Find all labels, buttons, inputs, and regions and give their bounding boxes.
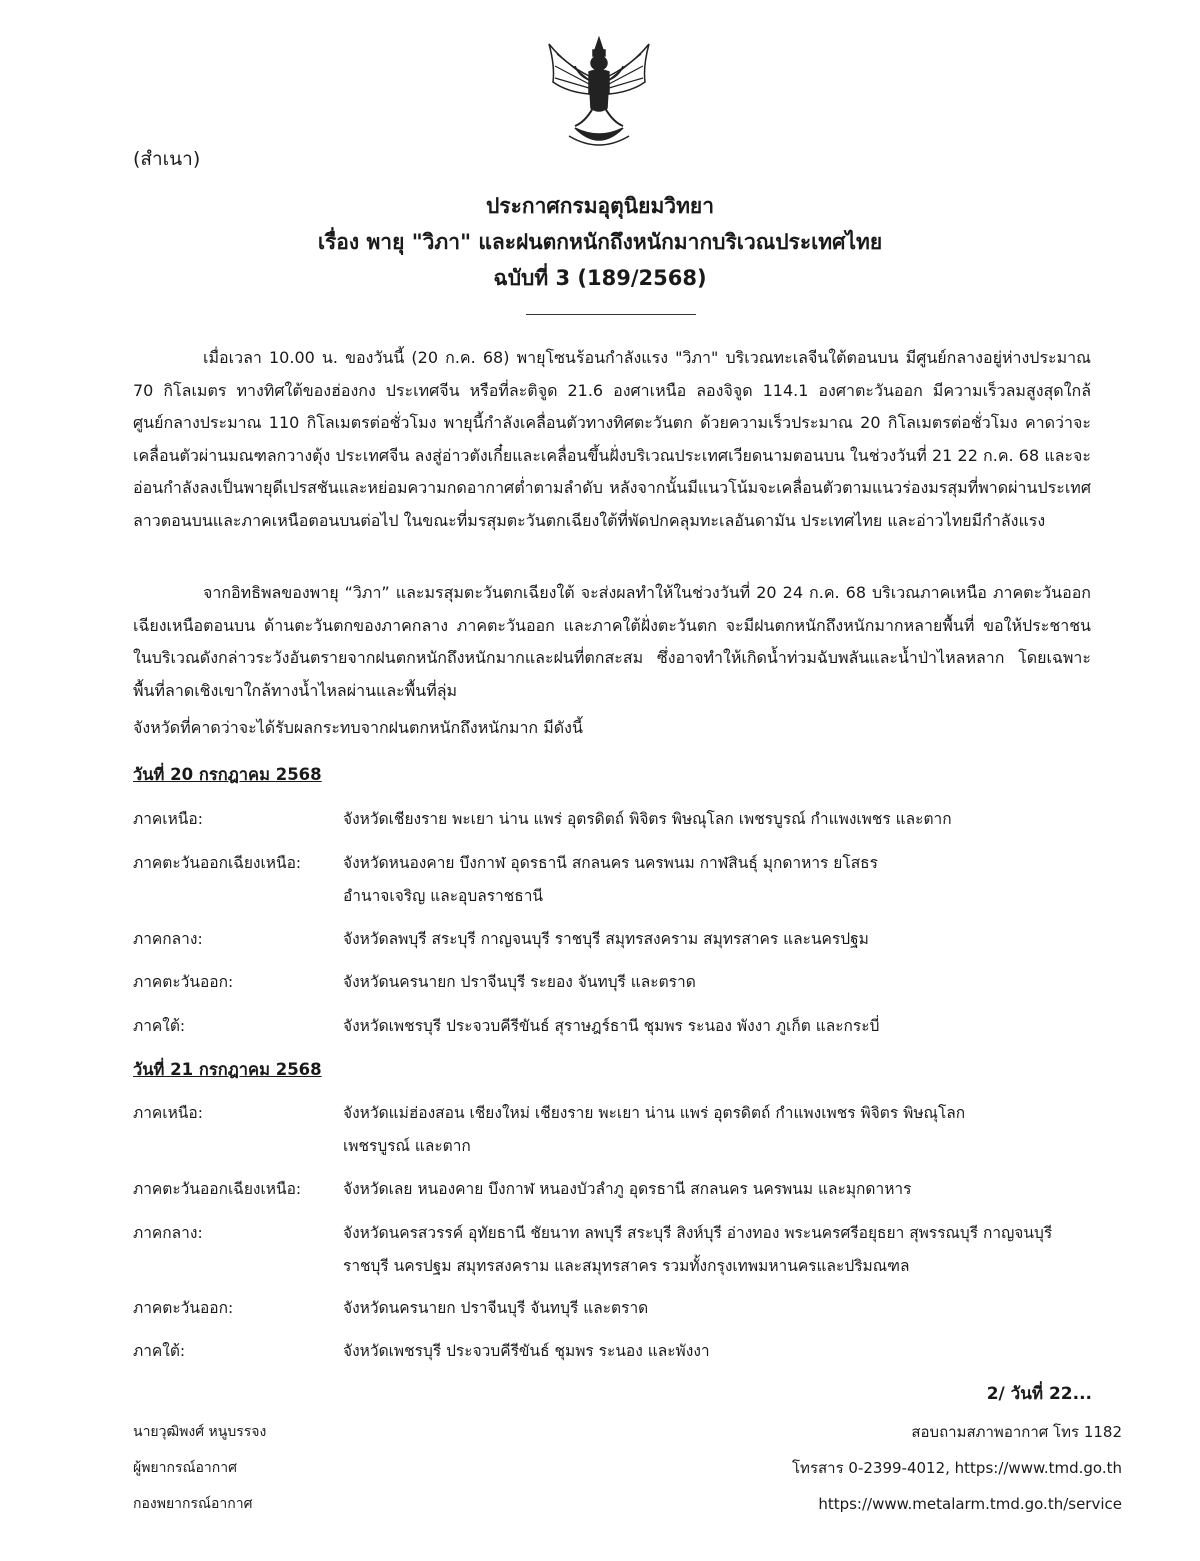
paragraph-rain-warning: จากอิทธิพลของพายุ “วิภา” และมรสุมตะวันตกเฉียงใต้ จะส่งผลทำให้ในช่วงวันที่ 20 24 ก.ค. 68 บริเวณภาคเหนือ ภาคตะวันออกเฉียงเหนือตอนบน ด้านตะวันตกของภาคกลาง ภาคตะวันออก และภาคใต้ฝั่งตะวันตก จะมีฝนตกหนักถึงหนักมากหลายพื้นที่ ขอให้ประชาชนในบริเวณดังกล่าวระวังอันตรายจากฝนตกหนักถึงหนักมากและฝนที่ตกสะสม ซึ่งอาจทำให้เกิดน้ำท่วมฉับพลันและน้ำป่าไหลหลาก โดยเฉพาะพื้นที่ลาดเชิงเขาใกล้ทางน้ำไหลผ่านและพื้นที่ลุ่ม <box>133 583 1091 700</box>
signer-division: กองพยากรณ์อากาศ <box>133 1496 253 1512</box>
affected-provinces-intro: จังหวัดที่คาดว่าจะได้รับผลกระทบจากฝนตกหนักถึงหนักมาก มีดังนี้ <box>133 718 583 737</box>
announcement-issue: ฉบับที่ 3 (189/2568) <box>493 266 707 290</box>
region-provinces: จังหวัดนครสวรรค์ อุทัยธานี ชัยนาท ลพบุรี สระบุรี สิงห์บุรี อ่างทอง พระนครศรีอยุธยา สุพรรณบุรี กาญจนบุรี ราชบุรี นครปฐม สมุทรสงคราม และสมุทรสาคร รวมทั้งกรุงเทพมหานครและปริมณฑล <box>343 1224 1053 1275</box>
signer-name: นายวุฒิพงศ์ หนูบรรจง <box>133 1424 267 1440</box>
announcement-subject: เรื่อง พายุ "วิภา" และฝนตกหนักถึงหนักมากบริเวณประเทศไทย <box>317 230 883 254</box>
region-label: ภาคเหนือ: <box>133 1104 203 1122</box>
region-provinces: จังหวัดแม่ฮ่องสอน เชียงใหม่ เชียงราย พะเยา น่าน แพร่ อุตรดิตถ์ กำแพงเพชร พิจิตร พิษณุโลก เพชรบูรณ์ และตาก <box>343 1104 966 1155</box>
region-provinces: จังหวัดเพชรบุรี ประจวบคีรีขันธ์ ชุมพร ระนอง และพังงา <box>343 1342 710 1360</box>
day-heading: วันที่ 20 กรกฎาคม 2568 <box>133 765 322 784</box>
region-provinces: จังหวัดนครนายก ปราจีนบุรี ระยอง จันทบุรี และตราด <box>343 973 696 991</box>
contact-service-link[interactable]: https://www.metalarm.tmd.go.th/service <box>818 1495 1122 1513</box>
contact-fax-website[interactable]: โทรสาร 0-2399-4012, https://www.tmd.go.th <box>792 1459 1122 1477</box>
region-label: ภาคใต้: <box>133 1342 186 1360</box>
region-label: ภาคตะวันออกเฉียงเหนือ: <box>133 1180 302 1198</box>
document-titles <box>0 188 1200 296</box>
contact-block <box>792 1414 1122 1522</box>
announcement-title: ประกาศกรมอุตุนิยมวิทยา <box>485 194 715 218</box>
region-label: ภาคเหนือ: <box>133 810 203 828</box>
region-label: ภาคใต้: <box>133 1017 186 1035</box>
region-provinces: จังหวัดลพบุรี สระบุรี กาญจนบุรี ราชบุรี สมุทรสงคราม สมุทรสาคร และนครปฐม <box>343 930 869 948</box>
region-provinces: จังหวัดเพชรบุรี ประจวบคีรีขันธ์ สุราษฎร์ธานี ชุมพร ระนอง พังงา ภูเก็ต และกระบี่ <box>343 1017 880 1035</box>
region-label: ภาคตะวันออก: <box>133 1299 234 1317</box>
signer-title: ผู้พยากรณ์อากาศ <box>133 1460 237 1476</box>
copy-mark: (สำเนา) <box>133 148 201 170</box>
region-provinces: จังหวัดนครนายก ปราจีนบุรี จันทบุรี และตราด <box>343 1299 649 1317</box>
contact-phone: สอบถามสภาพอากาศ โทร 1182 <box>911 1423 1122 1441</box>
paragraph-storm-position: เมื่อเวลา 10.00 น. ของวันนี้ (20 ก.ค. 68) พายุโซนร้อนกำลังแรง "วิภา" บริเวณทะเลจีนใต้ตอนบน มีศูนย์กลางอยู่ห่างประมาณ 70 กิโลเมตร ทางทิศใต้ของฮ่องกง ประเทศจีน หรือที่ละติจูด 21.6 องศาเหนือ ลองจิจูด 114.1 องศาตะวันออก มีความเร็วลมสูงสุดใกล้ศูนย์กลางประมาณ 110 กิโลเมตรต่อชั่วโมง พายุนี้กำลังเคลื่อนตัวทางทิศตะวันตก ด้วยความเร็วประมาณ 20 กิโลเมตรต่อชั่วโมง คาดว่าจะเคลื่อนตัวผ่านมณฑลกวางตุ้ง ประเทศจีน ลงสู่อ่าวตังเกี๋ยและเคลื่อนขึ้นฝั่งบริเวณประเทศเวียดนามตอนบน ในช่วงวันที่ 21 22 ก.ค. 68 และจะอ่อนกำลังลงเป็นพายุดีเปรสชันและหย่อมความกดอากาศต่ำตามลำดับ หลังจากนั้นมีแนวโน้มจะเคลื่อนตัวตามแนวร่องมรสุมที่พาดผ่านประเทศลาวตอนบนและภาคเหนือตอนบนต่อไป ในขณะที่มรสุมตะวันตกเฉียงใต้ที่พัดปกคลุมทะเลอันดามัน ประเทศไทย และอ่าวไทยมีกำลังแรง <box>133 348 1091 530</box>
region-provinces: จังหวัดเชียงราย พะเยา น่าน แพร่ อุตรดิตถ์ พิจิตร พิษณุโลก เพชรบูรณ์ กำแพงเพชร และตาก <box>343 810 952 828</box>
signature-block <box>133 1414 266 1522</box>
region-provinces: จังหวัดเลย หนองคาย บึงกาฬ หนองบัวลำภู อุดรธานี สกลนคร นครพนม และมุกดาหาร <box>343 1180 912 1198</box>
region-label: ภาคตะวันออกเฉียงเหนือ: <box>133 854 302 872</box>
next-page-marker: 2/ วันที่ 22... <box>986 1384 1092 1404</box>
garuda-emblem-icon <box>545 36 653 152</box>
region-label: ภาคกลาง: <box>133 1224 203 1242</box>
title-divider <box>526 314 696 315</box>
region-label: ภาคตะวันออก: <box>133 973 234 991</box>
day-heading: วันที่ 21 กรกฎาคม 2568 <box>133 1060 322 1079</box>
region-label: ภาคกลาง: <box>133 930 203 948</box>
region-provinces: จังหวัดหนองคาย บึงกาฬ อุดรธานี สกลนคร นครพนม กาฬสินธุ์ มุกดาหาร ยโสธร อำนาจเจริญ และอุบลราชธานี <box>343 854 878 905</box>
